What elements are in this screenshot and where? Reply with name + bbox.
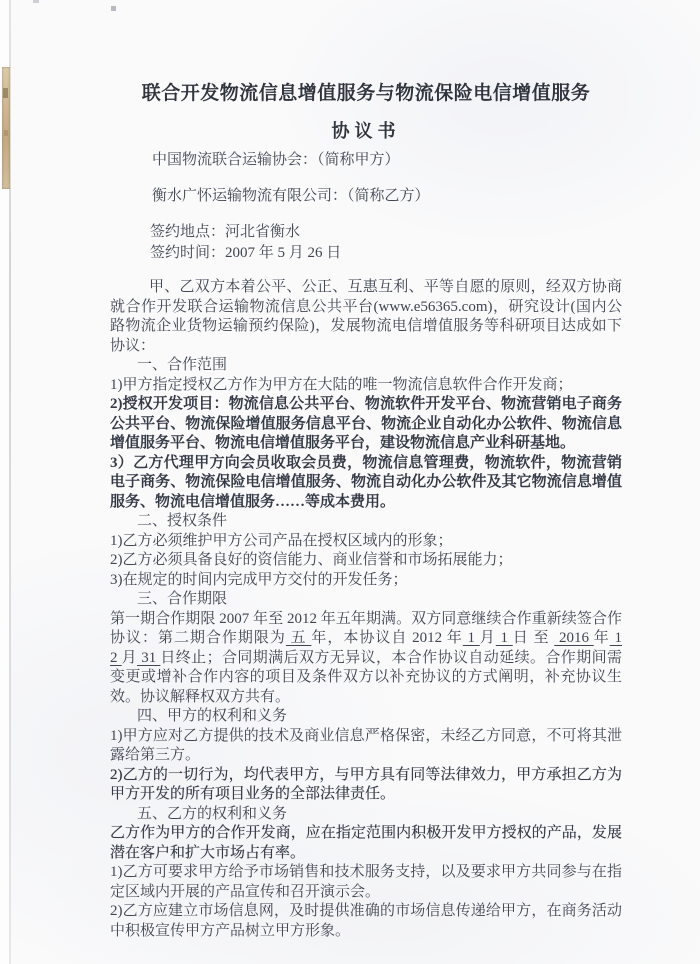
term-blank-end-month: 12 xyxy=(110,630,622,666)
document-title: 联合开发物流信息增值服务与物流保险电信增值服务 xyxy=(141,83,591,104)
binding-stain xyxy=(3,88,8,98)
term-blank-end-year: 2016 xyxy=(554,630,594,646)
term-text: 日终止；合同期满后双方无异议，本合作协议自动延续。合作期间需变更或增补合作内容的项目及条件双方以补充协议的方式阐明，补充协议生效。协议解释权双方共有。 xyxy=(110,649,622,705)
section-heading-term: 三、合作期限 xyxy=(137,591,228,607)
term-blank-end-day: 31 xyxy=(137,649,161,666)
section-heading-party-a-rights: 四、甲方的权利和义务 xyxy=(137,708,288,724)
term-blank-start-day: 1 xyxy=(495,630,513,646)
party-b-rights-intro: 乙方作为甲方的合作开发商，应在指定范围内积极开发甲方授权的产品，发展潜在客户和扩大市场占有率。 xyxy=(110,825,622,861)
scope-item-3: 3）乙方代理甲方向会员收取会员费，物流信息管理费，物流软件，物流营销电子商务、物流保险电信增值服务、物流自动化办公软件及其它物流信息增值服务、物流电信增值服务……等成本费用。 xyxy=(110,454,622,510)
term-text: 日 至 xyxy=(512,630,555,646)
scope-item-1: 1)甲方指定授权乙方作为甲方在大陆的唯一物流信息软件合作开发商； xyxy=(110,376,573,393)
binding-stain xyxy=(4,130,8,136)
section-heading-scope: 一、合作范围 xyxy=(137,357,228,373)
party-b-rights-item-1: 1)乙方可要求甲方给予市场销售和技术服务支持，以及要求甲方共同参与在指定区域内开展的产品宣传和召开演示会。 xyxy=(110,864,622,900)
term-text: 年，本协议自 2012 年 xyxy=(311,630,463,646)
sign-date-line: 签约时间：2007 年 5 月 26 日 xyxy=(150,245,342,261)
scan-speck xyxy=(33,0,39,3)
party-b-rights-item-2: 2)乙方应建立市场信息网，及时提供准确的市场信息传递给甲方，在商务活动中积极宣传甲方产品树立甲方形象。 xyxy=(110,903,622,939)
term-paragraph xyxy=(110,610,622,708)
authorization-item-3: 3)在规定的时间内完成甲方交付的开发任务； xyxy=(110,571,408,588)
term-text: 月 xyxy=(479,630,496,646)
section-heading-authorization: 二、授权条件 xyxy=(137,513,228,529)
preamble-paragraph: 甲、乙双方本着公平、公正、互惠互利、平等自愿的原则，经双方协商就合作开发联合运输物流信息公共平台(www.e56365.com)，研究设计(国内公路物流企业货物运输预约保险)，发展物流电信增值服务等科研项目达成如下协议： xyxy=(110,279,622,354)
authorization-item-2: 2)乙方必须具备良好的资信能力、商业信誉和市场拓展能力； xyxy=(110,552,513,568)
sign-place-line: 签约地点：河北省衡水 xyxy=(150,224,301,240)
term-text: 月 xyxy=(121,649,138,666)
document-content xyxy=(110,0,622,941)
term-blank-start-month: 1 xyxy=(462,630,480,646)
scope-item-2: 2)授权开发项目：物流信息公共平台、物流软件开发平台、物流营销电子商务公共平台、物流保险增值服务信息平台、物流企业自动化办公软件、物流信息增值服务平台、物流电信增值服务平台，建设物流信息产业科研基地。 xyxy=(110,396,622,451)
party-a-line: 中国物流联合运输协会：（简称甲方） xyxy=(152,152,400,168)
term-text: 第一期合作期限 2007 年至 2012 年五年期满。双方同意继续合作重新续签合作协议：第二期合作期限为 xyxy=(110,610,622,646)
party-b-line: 衡水广怀运输物流有限公司：（简称乙方） xyxy=(152,188,430,204)
term-blank-years: 五 xyxy=(285,630,312,646)
section-heading-party-b-rights: 五、乙方的权利和义务 xyxy=(137,805,288,822)
party-a-rights-item-2: 2)乙方的一切行为，均代表甲方，与甲方具有同等法律效力，甲方承担乙方为甲方开发的所有项目业务的全部法律责任。 xyxy=(110,766,622,802)
term-text: 年 xyxy=(593,630,610,646)
authorization-item-1: 1)乙方必须维护甲方公司产品在授权区域内的形象； xyxy=(110,532,453,549)
party-a-rights-item-1: 1)甲方应对乙方提供的技术及商业信息严格保密，未经乙方同意，不可将其泄露给第三方。 xyxy=(110,727,622,763)
document-subtitle: 协议书 xyxy=(331,121,401,141)
binding-strip xyxy=(2,67,10,189)
